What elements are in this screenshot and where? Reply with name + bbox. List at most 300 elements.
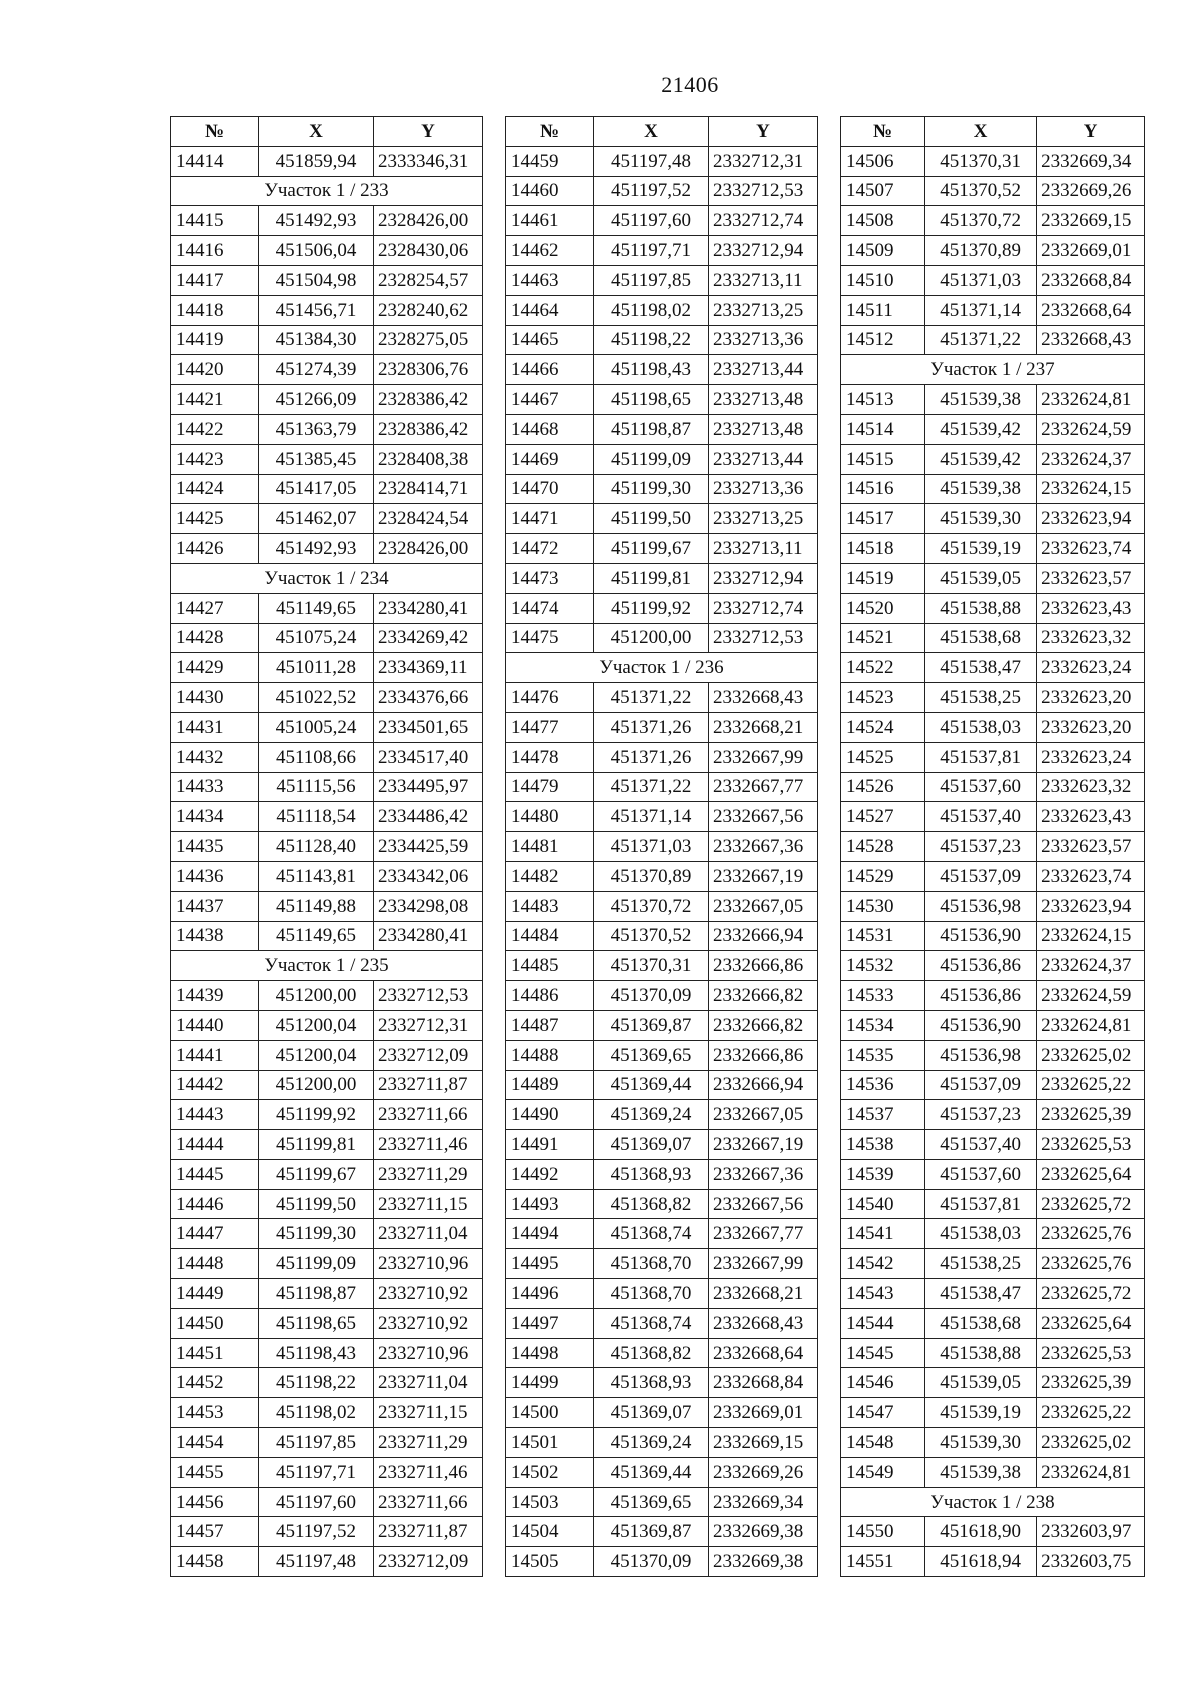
y-coordinate-cell: 2332623,20	[1037, 712, 1145, 742]
y-coordinate-cell: 2332625,64	[1037, 1308, 1145, 1338]
y-coordinate-cell: 2332623,43	[1037, 593, 1145, 623]
x-coordinate-cell: 451539,38	[925, 385, 1037, 415]
table-row	[171, 1100, 483, 1130]
point-number-cell: 14482	[506, 861, 594, 891]
table-row	[171, 802, 483, 832]
x-coordinate-cell: 451197,71	[259, 1457, 374, 1487]
point-number-cell: 14495	[506, 1249, 594, 1279]
x-coordinate-cell: 451108,66	[259, 742, 374, 772]
y-coordinate-cell: 2332623,94	[1037, 891, 1145, 921]
table-row	[506, 951, 818, 981]
table-row	[506, 1219, 818, 1249]
y-coordinate-cell: 2332623,74	[1037, 534, 1145, 564]
point-number-cell: 14504	[506, 1517, 594, 1547]
table-row	[506, 146, 818, 176]
x-coordinate-cell: 451538,88	[925, 593, 1037, 623]
x-coordinate-cell: 451371,03	[594, 832, 709, 862]
y-coordinate-cell: 2332624,59	[1037, 981, 1145, 1011]
y-coordinate-cell: 2332669,38	[709, 1517, 818, 1547]
x-coordinate-cell: 451537,81	[925, 742, 1037, 772]
y-coordinate-cell: 2332713,44	[709, 355, 818, 385]
y-coordinate-cell: 2332668,64	[709, 1338, 818, 1368]
table-row	[841, 236, 1145, 266]
table-row	[506, 563, 818, 593]
y-coordinate-cell: 2332710,96	[374, 1249, 483, 1279]
x-coordinate-cell: 451197,60	[594, 206, 709, 236]
y-coordinate-cell: 2334486,42	[374, 802, 483, 832]
y-coordinate-cell: 2332668,84	[709, 1368, 818, 1398]
x-coordinate-cell: 451539,30	[925, 504, 1037, 534]
point-number-cell: 14551	[841, 1547, 925, 1577]
point-number-cell: 14499	[506, 1368, 594, 1398]
point-number-cell: 14505	[506, 1547, 594, 1577]
point-number-cell: 14462	[506, 236, 594, 266]
point-number-cell: 14452	[171, 1368, 259, 1398]
x-coordinate-cell: 451149,65	[259, 921, 374, 951]
header-x: X	[259, 117, 374, 147]
point-number-cell: 14448	[171, 1249, 259, 1279]
point-number-cell: 14525	[841, 742, 925, 772]
y-coordinate-cell: 2332667,05	[709, 891, 818, 921]
table-row	[506, 1517, 818, 1547]
x-coordinate-cell: 451504,98	[259, 265, 374, 295]
table-row	[841, 1279, 1145, 1309]
section-label: Участок 1 / 234	[171, 563, 483, 593]
y-coordinate-cell: 2332666,94	[709, 1070, 818, 1100]
x-coordinate-cell: 451371,26	[594, 742, 709, 772]
y-coordinate-cell: 2332625,39	[1037, 1100, 1145, 1130]
section-label: Участок 1 / 233	[171, 176, 483, 206]
x-coordinate-cell: 451537,60	[925, 772, 1037, 802]
table-row	[506, 1368, 818, 1398]
point-number-cell: 14549	[841, 1457, 925, 1487]
point-number-cell: 14493	[506, 1189, 594, 1219]
header-no: №	[171, 117, 259, 147]
section-label: Участок 1 / 238	[841, 1487, 1145, 1517]
table-row	[171, 474, 483, 504]
point-number-cell: 14545	[841, 1338, 925, 1368]
table-row	[506, 593, 818, 623]
y-coordinate-cell: 2332625,76	[1037, 1249, 1145, 1279]
x-coordinate-cell: 451200,04	[259, 1010, 374, 1040]
table-row	[506, 1159, 818, 1189]
point-number-cell: 14524	[841, 712, 925, 742]
table-row	[171, 683, 483, 713]
table-row	[171, 1487, 483, 1517]
x-coordinate-cell: 451539,19	[925, 534, 1037, 564]
x-coordinate-cell: 451198,65	[594, 385, 709, 415]
x-coordinate-cell: 451197,52	[259, 1517, 374, 1547]
x-coordinate-cell: 451618,94	[925, 1547, 1037, 1577]
x-coordinate-cell: 451859,94	[259, 146, 374, 176]
x-coordinate-cell: 451370,89	[925, 236, 1037, 266]
y-coordinate-cell: 2332667,36	[709, 1159, 818, 1189]
x-coordinate-cell: 451199,50	[594, 504, 709, 534]
point-number-cell: 14508	[841, 206, 925, 236]
y-coordinate-cell: 2332623,57	[1037, 563, 1145, 593]
y-coordinate-cell: 2332623,74	[1037, 861, 1145, 891]
point-number-cell: 14510	[841, 265, 925, 295]
point-number-cell: 14501	[506, 1428, 594, 1458]
table-row	[841, 444, 1145, 474]
y-coordinate-cell: 2332669,34	[709, 1487, 818, 1517]
y-coordinate-cell: 2328386,42	[374, 385, 483, 415]
x-coordinate-cell: 451369,07	[594, 1130, 709, 1160]
section-label: Участок 1 / 236	[506, 653, 818, 683]
point-number-cell: 14519	[841, 563, 925, 593]
y-coordinate-cell: 2332713,48	[709, 414, 818, 444]
x-coordinate-cell: 451198,22	[259, 1368, 374, 1398]
table-row	[841, 385, 1145, 415]
y-coordinate-cell: 2328408,38	[374, 444, 483, 474]
section-row	[841, 1487, 1145, 1517]
x-coordinate-cell: 451368,70	[594, 1279, 709, 1309]
table-row	[841, 861, 1145, 891]
y-coordinate-cell: 2332712,74	[709, 206, 818, 236]
point-number-cell: 14503	[506, 1487, 594, 1517]
point-number-cell: 14498	[506, 1338, 594, 1368]
x-coordinate-cell: 451539,19	[925, 1398, 1037, 1428]
table-row	[841, 1219, 1145, 1249]
y-coordinate-cell: 2332623,20	[1037, 683, 1145, 713]
point-number-cell: 14451	[171, 1338, 259, 1368]
x-coordinate-cell: 451369,24	[594, 1100, 709, 1130]
point-number-cell: 14546	[841, 1368, 925, 1398]
section-row	[171, 951, 483, 981]
y-coordinate-cell: 2332625,53	[1037, 1338, 1145, 1368]
point-number-cell: 14416	[171, 236, 259, 266]
y-coordinate-cell: 2332669,01	[709, 1398, 818, 1428]
x-coordinate-cell: 451371,14	[594, 802, 709, 832]
table-row	[171, 1517, 483, 1547]
y-coordinate-cell: 2332711,46	[374, 1130, 483, 1160]
table-row	[506, 742, 818, 772]
section-row	[841, 355, 1145, 385]
y-coordinate-cell: 2332666,86	[709, 1040, 818, 1070]
table-row	[171, 385, 483, 415]
table-row	[841, 683, 1145, 713]
point-number-cell: 14449	[171, 1279, 259, 1309]
table-row	[841, 1249, 1145, 1279]
x-coordinate-cell: 451618,90	[925, 1517, 1037, 1547]
y-coordinate-cell: 2332624,15	[1037, 474, 1145, 504]
table-row	[171, 1398, 483, 1428]
y-coordinate-cell: 2332713,44	[709, 444, 818, 474]
x-coordinate-cell: 451198,02	[594, 295, 709, 325]
y-coordinate-cell: 2332712,74	[709, 593, 818, 623]
y-coordinate-cell: 2333346,31	[374, 146, 483, 176]
y-coordinate-cell: 2332625,02	[1037, 1040, 1145, 1070]
y-coordinate-cell: 2332625,39	[1037, 1368, 1145, 1398]
y-coordinate-cell: 2332625,72	[1037, 1279, 1145, 1309]
point-number-cell: 14513	[841, 385, 925, 415]
point-number-cell: 14491	[506, 1130, 594, 1160]
x-coordinate-cell: 451537,40	[925, 1130, 1037, 1160]
x-coordinate-cell: 451538,68	[925, 623, 1037, 653]
point-number-cell: 14431	[171, 712, 259, 742]
y-coordinate-cell: 2332666,82	[709, 981, 818, 1011]
table-row	[171, 653, 483, 683]
y-coordinate-cell: 2332711,87	[374, 1070, 483, 1100]
table-row	[841, 593, 1145, 623]
x-coordinate-cell: 451371,22	[594, 683, 709, 713]
table-row	[506, 1249, 818, 1279]
x-coordinate-cell: 451370,09	[594, 1547, 709, 1577]
x-coordinate-cell: 451539,05	[925, 1368, 1037, 1398]
table-row	[841, 1308, 1145, 1338]
x-coordinate-cell: 451456,71	[259, 295, 374, 325]
point-number-cell: 14478	[506, 742, 594, 772]
point-number-cell: 14517	[841, 504, 925, 534]
point-number-cell: 14468	[506, 414, 594, 444]
table-row	[841, 1130, 1145, 1160]
y-coordinate-cell: 2332669,26	[709, 1457, 818, 1487]
y-coordinate-cell: 2332712,31	[374, 1010, 483, 1040]
y-coordinate-cell: 2332625,02	[1037, 1428, 1145, 1458]
x-coordinate-cell: 451199,81	[594, 563, 709, 593]
table-row	[171, 742, 483, 772]
point-number-cell: 14437	[171, 891, 259, 921]
x-coordinate-cell: 451371,14	[925, 295, 1037, 325]
y-coordinate-cell: 2332666,86	[709, 951, 818, 981]
y-coordinate-cell: 2332624,15	[1037, 921, 1145, 951]
point-number-cell: 14502	[506, 1457, 594, 1487]
y-coordinate-cell: 2332713,48	[709, 385, 818, 415]
table-row	[171, 1189, 483, 1219]
y-coordinate-cell: 2332603,75	[1037, 1547, 1145, 1577]
x-coordinate-cell: 451539,30	[925, 1428, 1037, 1458]
x-coordinate-cell: 451197,85	[594, 265, 709, 295]
table-row	[841, 474, 1145, 504]
table-row	[171, 295, 483, 325]
table-row	[841, 1517, 1145, 1547]
point-number-cell: 14469	[506, 444, 594, 474]
table-row	[171, 861, 483, 891]
coordinate-table-3	[840, 116, 1145, 1577]
point-number-cell: 14509	[841, 236, 925, 266]
table-row	[841, 1189, 1145, 1219]
x-coordinate-cell: 451198,22	[594, 325, 709, 355]
x-coordinate-cell: 451370,09	[594, 981, 709, 1011]
point-number-cell: 14426	[171, 534, 259, 564]
point-number-cell: 14465	[506, 325, 594, 355]
x-coordinate-cell: 451384,30	[259, 325, 374, 355]
table-row	[171, 265, 483, 295]
x-coordinate-cell: 451537,09	[925, 1070, 1037, 1100]
table-row	[841, 1368, 1145, 1398]
y-coordinate-cell: 2332667,56	[709, 1189, 818, 1219]
y-coordinate-cell: 2332666,82	[709, 1010, 818, 1040]
point-number-cell: 14543	[841, 1279, 925, 1309]
y-coordinate-cell: 2332711,29	[374, 1159, 483, 1189]
y-coordinate-cell: 2332713,25	[709, 295, 818, 325]
point-number-cell: 14535	[841, 1040, 925, 1070]
point-number-cell: 14514	[841, 414, 925, 444]
y-coordinate-cell: 2334517,40	[374, 742, 483, 772]
x-coordinate-cell: 451197,52	[594, 176, 709, 206]
section-label: Участок 1 / 235	[171, 951, 483, 981]
point-number-cell: 14484	[506, 921, 594, 951]
point-number-cell: 14521	[841, 623, 925, 653]
y-coordinate-cell: 2332668,43	[709, 1308, 818, 1338]
x-coordinate-cell: 451538,03	[925, 712, 1037, 742]
x-coordinate-cell: 451536,90	[925, 921, 1037, 951]
table-row	[841, 623, 1145, 653]
table-row	[841, 1010, 1145, 1040]
y-coordinate-cell: 2332711,15	[374, 1398, 483, 1428]
y-coordinate-cell: 2332668,21	[709, 712, 818, 742]
x-coordinate-cell: 451197,48	[259, 1547, 374, 1577]
y-coordinate-cell: 2328414,71	[374, 474, 483, 504]
table-row	[171, 1547, 483, 1577]
point-number-cell: 14460	[506, 176, 594, 206]
table-row	[506, 1100, 818, 1130]
header-y: Y	[1037, 117, 1145, 147]
table-row	[171, 891, 483, 921]
table-row	[506, 206, 818, 236]
point-number-cell: 14441	[171, 1040, 259, 1070]
point-number-cell: 14512	[841, 325, 925, 355]
x-coordinate-cell: 451149,88	[259, 891, 374, 921]
point-number-cell: 14536	[841, 1070, 925, 1100]
point-number-cell: 14474	[506, 593, 594, 623]
point-number-cell: 14459	[506, 146, 594, 176]
table-row	[841, 1338, 1145, 1368]
table-row	[171, 1308, 483, 1338]
point-number-cell: 14523	[841, 683, 925, 713]
x-coordinate-cell: 451370,52	[925, 176, 1037, 206]
x-coordinate-cell: 451199,09	[594, 444, 709, 474]
table-row	[171, 981, 483, 1011]
x-coordinate-cell: 451369,65	[594, 1487, 709, 1517]
table-row	[171, 206, 483, 236]
table-row	[506, 861, 818, 891]
point-number-cell: 14476	[506, 683, 594, 713]
y-coordinate-cell: 2332667,56	[709, 802, 818, 832]
table-row	[171, 236, 483, 266]
point-number-cell: 14506	[841, 146, 925, 176]
y-coordinate-cell: 2334269,42	[374, 623, 483, 653]
x-coordinate-cell: 451198,87	[259, 1279, 374, 1309]
y-coordinate-cell: 2334280,41	[374, 593, 483, 623]
point-number-cell: 14439	[171, 981, 259, 1011]
x-coordinate-cell: 451274,39	[259, 355, 374, 385]
table-row	[841, 295, 1145, 325]
x-coordinate-cell: 451369,87	[594, 1010, 709, 1040]
header-y: Y	[374, 117, 483, 147]
x-coordinate-cell: 451363,79	[259, 414, 374, 444]
table-row	[171, 146, 483, 176]
y-coordinate-cell: 2332668,84	[1037, 265, 1145, 295]
y-coordinate-cell: 2332667,99	[709, 742, 818, 772]
y-coordinate-cell: 2332712,53	[709, 623, 818, 653]
table-row	[841, 504, 1145, 534]
point-number-cell: 14466	[506, 355, 594, 385]
x-coordinate-cell: 451536,98	[925, 891, 1037, 921]
point-number-cell: 14471	[506, 504, 594, 534]
y-coordinate-cell: 2334298,08	[374, 891, 483, 921]
table-header-row	[171, 117, 483, 147]
table-row	[506, 385, 818, 415]
y-coordinate-cell: 2332668,43	[709, 683, 818, 713]
point-number-cell: 14530	[841, 891, 925, 921]
point-number-cell: 14422	[171, 414, 259, 444]
point-number-cell: 14438	[171, 921, 259, 951]
x-coordinate-cell: 451371,22	[925, 325, 1037, 355]
y-coordinate-cell: 2332712,94	[709, 236, 818, 266]
point-number-cell: 14421	[171, 385, 259, 415]
x-coordinate-cell: 451266,09	[259, 385, 374, 415]
table-row	[506, 236, 818, 266]
y-coordinate-cell: 2332710,96	[374, 1338, 483, 1368]
table-row	[171, 504, 483, 534]
y-coordinate-cell: 2332669,38	[709, 1547, 818, 1577]
y-coordinate-cell: 2332623,43	[1037, 802, 1145, 832]
point-number-cell: 14483	[506, 891, 594, 921]
y-coordinate-cell: 2328386,42	[374, 414, 483, 444]
x-coordinate-cell: 451417,05	[259, 474, 374, 504]
table-row	[841, 832, 1145, 862]
y-coordinate-cell: 2332711,87	[374, 1517, 483, 1547]
table-row	[506, 623, 818, 653]
point-number-cell: 14428	[171, 623, 259, 653]
table-row	[171, 623, 483, 653]
table-row	[171, 832, 483, 862]
point-number-cell: 14542	[841, 1249, 925, 1279]
table-row	[506, 712, 818, 742]
point-number-cell: 14457	[171, 1517, 259, 1547]
point-number-cell: 14496	[506, 1279, 594, 1309]
x-coordinate-cell: 451197,85	[259, 1428, 374, 1458]
point-number-cell: 14414	[171, 146, 259, 176]
x-coordinate-cell: 451539,42	[925, 414, 1037, 444]
point-number-cell: 14500	[506, 1398, 594, 1428]
y-coordinate-cell: 2332623,32	[1037, 772, 1145, 802]
x-coordinate-cell: 451539,05	[925, 563, 1037, 593]
y-coordinate-cell: 2332625,64	[1037, 1159, 1145, 1189]
point-number-cell: 14430	[171, 683, 259, 713]
table-row	[171, 1130, 483, 1160]
x-coordinate-cell: 451536,90	[925, 1010, 1037, 1040]
point-number-cell: 14534	[841, 1010, 925, 1040]
point-number-cell: 14419	[171, 325, 259, 355]
x-coordinate-cell: 451197,60	[259, 1487, 374, 1517]
y-coordinate-cell: 2332711,15	[374, 1189, 483, 1219]
table-row	[506, 1338, 818, 1368]
x-coordinate-cell: 451369,24	[594, 1428, 709, 1458]
table-row	[506, 1398, 818, 1428]
table-row	[506, 1040, 818, 1070]
y-coordinate-cell: 2332667,36	[709, 832, 818, 862]
x-coordinate-cell: 451368,70	[594, 1249, 709, 1279]
x-coordinate-cell: 451370,52	[594, 921, 709, 951]
point-number-cell: 14420	[171, 355, 259, 385]
point-number-cell: 14436	[171, 861, 259, 891]
table-row	[506, 1457, 818, 1487]
table-row	[841, 981, 1145, 1011]
table-row	[506, 504, 818, 534]
table-row	[506, 355, 818, 385]
header-y: Y	[709, 117, 818, 147]
x-coordinate-cell: 451011,28	[259, 653, 374, 683]
point-number-cell: 14533	[841, 981, 925, 1011]
point-number-cell: 14424	[171, 474, 259, 504]
point-number-cell: 14527	[841, 802, 925, 832]
point-number-cell: 14531	[841, 921, 925, 951]
point-number-cell: 14429	[171, 653, 259, 683]
table-row	[841, 206, 1145, 236]
y-coordinate-cell: 2332711,04	[374, 1368, 483, 1398]
